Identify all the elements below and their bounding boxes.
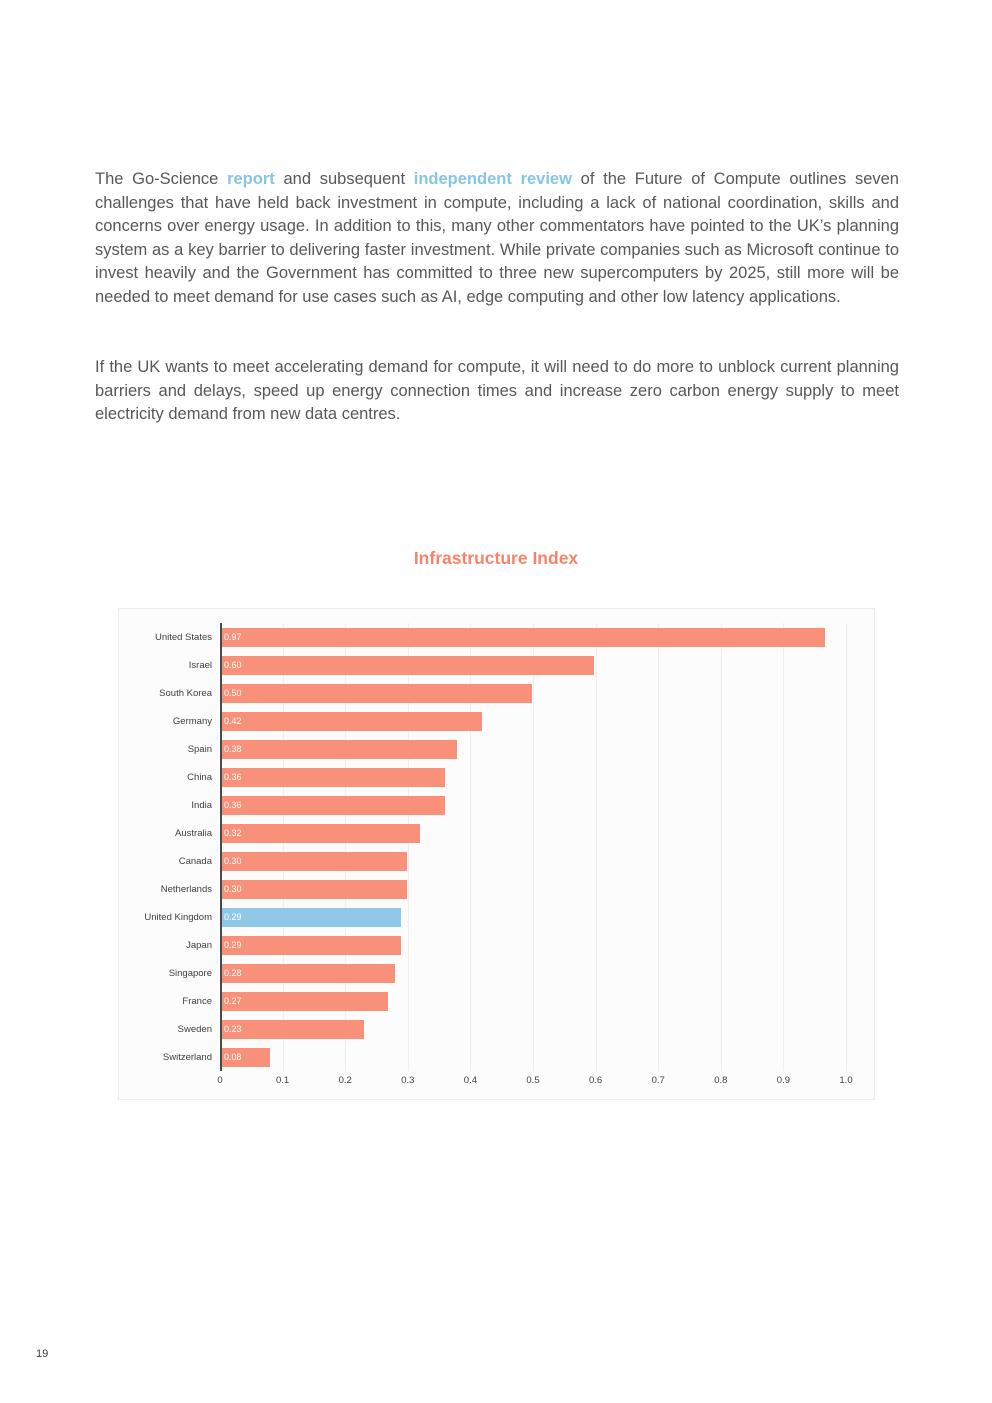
bar-value-label: 0.30 — [224, 856, 242, 866]
bar-china — [220, 768, 445, 787]
bar-united-states — [220, 628, 825, 647]
bar-value-label: 0.50 — [224, 688, 242, 698]
bar-track — [220, 1020, 844, 1039]
chart-title: Infrastructure Index — [413, 548, 579, 568]
category-label: China — [187, 771, 212, 783]
category-label: Spain — [187, 743, 212, 755]
text-segment: The Go-Science — [95, 170, 228, 188]
category-label: Canada — [178, 855, 212, 867]
x-tick-label: 0.5 — [526, 1075, 540, 1086]
bar-track — [220, 768, 844, 787]
bar-track — [220, 936, 844, 955]
bar-france — [220, 992, 388, 1011]
bar-track — [220, 880, 844, 899]
bar-india — [220, 796, 445, 815]
chart-row — [119, 791, 844, 819]
paragraph-uk-demand: If the UK wants to meet accelerating demand for compute, it will need to do more to unblock current planning barriers and delays, speed up energy connection times and increase zero carbon energy supply to meet electricity demand from new data centres. — [95, 358, 899, 424]
chart-row — [119, 931, 844, 959]
x-tick-label: 0.4 — [463, 1075, 477, 1086]
bar-value-label: 0.23 — [224, 1024, 242, 1034]
x-tick-label: 0.9 — [776, 1075, 790, 1086]
chart-row — [119, 819, 844, 847]
bar-value-label: 0.36 — [224, 772, 242, 782]
report-link[interactable]: report — [227, 170, 275, 188]
bar-track — [220, 964, 844, 983]
chart-rows — [119, 623, 844, 1071]
bar-track — [220, 992, 844, 1011]
category-label: Switzerland — [162, 1051, 212, 1063]
category-label: France — [182, 995, 212, 1007]
chart-row — [119, 763, 844, 791]
bar-switzerland — [220, 1048, 270, 1067]
chart-row — [119, 735, 844, 763]
y-axis-line — [220, 623, 222, 1071]
bar-track — [220, 656, 844, 675]
bar-united-kingdom — [220, 908, 401, 927]
bar-value-label: 0.38 — [224, 744, 242, 754]
bar-germany — [220, 712, 482, 731]
bar-value-label: 0.27 — [224, 996, 242, 1006]
x-tick-label: 0.6 — [588, 1075, 603, 1086]
paragraph-compute-challenges — [95, 168, 899, 310]
bar-track — [220, 740, 844, 759]
category-label: South Korea — [159, 687, 212, 699]
x-tick-label: 0.7 — [651, 1075, 665, 1086]
chart-row — [119, 903, 844, 931]
bar-sweden — [220, 1020, 364, 1039]
category-label: Australia — [175, 827, 212, 839]
bar-spain — [220, 740, 457, 759]
bar-value-label: 0.29 — [224, 912, 242, 922]
bar-australia — [220, 824, 420, 843]
independent-review-link[interactable]: independent review — [413, 170, 572, 188]
chart-row — [119, 1015, 844, 1043]
bar-value-label: 0.30 — [224, 884, 242, 894]
chart-row — [119, 679, 844, 707]
chart-plot-area — [119, 623, 853, 1089]
bar-value-label: 0.32 — [224, 828, 242, 838]
x-tick-label: 0.1 — [275, 1075, 290, 1086]
category-label: Israel — [188, 659, 212, 671]
bar-track — [220, 628, 844, 647]
bar-south-korea — [220, 684, 532, 703]
page-number: 19 — [36, 1348, 49, 1360]
bar-track — [220, 712, 844, 731]
category-label: Singapore — [168, 967, 212, 979]
category-label: United Kingdom — [144, 911, 212, 923]
category-label: Germany — [172, 715, 212, 727]
text-segment: and subsequent — [274, 170, 414, 188]
category-label: Netherlands — [160, 883, 212, 895]
bar-singapore — [220, 964, 395, 983]
bar-israel — [220, 656, 594, 675]
bar-value-label: 0.08 — [224, 1052, 242, 1062]
bar-track — [220, 852, 844, 871]
chart-row — [119, 875, 844, 903]
bar-track — [220, 908, 844, 927]
bar-value-label: 0.36 — [224, 800, 242, 810]
bar-track — [220, 824, 844, 843]
gridline — [846, 623, 847, 1071]
category-label: Sweden — [177, 1023, 212, 1035]
x-tick-label: 0.8 — [714, 1075, 728, 1086]
chart-row — [119, 847, 844, 875]
bar-japan — [220, 936, 401, 955]
bar-canada — [220, 852, 407, 871]
bar-value-label: 0.29 — [224, 940, 242, 950]
x-tick-label: 0 — [217, 1075, 223, 1086]
bar-track — [220, 684, 844, 703]
chart-row — [119, 651, 844, 679]
category-label: India — [191, 799, 212, 811]
chart-row — [119, 707, 844, 735]
chart-row — [119, 987, 844, 1015]
bar-netherlands — [220, 880, 407, 899]
category-label: United States — [154, 631, 212, 643]
bar-value-label: 0.97 — [224, 632, 242, 642]
text-segment: of the Future of Compute outlines seven challenges that have held back investment in compute, including a lack of national coordination, skills and concerns over energy usage. In addition to this, many other commentators have pointed to the UK’s planning system as a key barrier to delivering faster investment. While private companies such as Microsoft continue to invest heavily and the Government has committed to three new supercomputers by 2025, still more will be needed to meet demand for use cases such as AI, edge computing and other low latency applications. — [95, 170, 899, 306]
bar-track — [220, 796, 844, 815]
bar-track — [220, 1048, 844, 1067]
x-tick-label: 1.0 — [839, 1075, 853, 1086]
infrastructure-index-chart — [118, 608, 875, 1100]
x-tick-label: 0.2 — [338, 1075, 352, 1086]
bar-value-label: 0.28 — [224, 968, 242, 978]
x-tick-label: 0.3 — [401, 1075, 415, 1086]
bar-value-label: 0.42 — [224, 716, 242, 726]
x-axis — [217, 1075, 853, 1091]
chart-row — [119, 1043, 844, 1071]
chart-row — [119, 623, 844, 651]
chart-row — [119, 959, 844, 987]
bar-value-label: 0.60 — [224, 660, 242, 670]
category-label: Japan — [186, 939, 212, 951]
